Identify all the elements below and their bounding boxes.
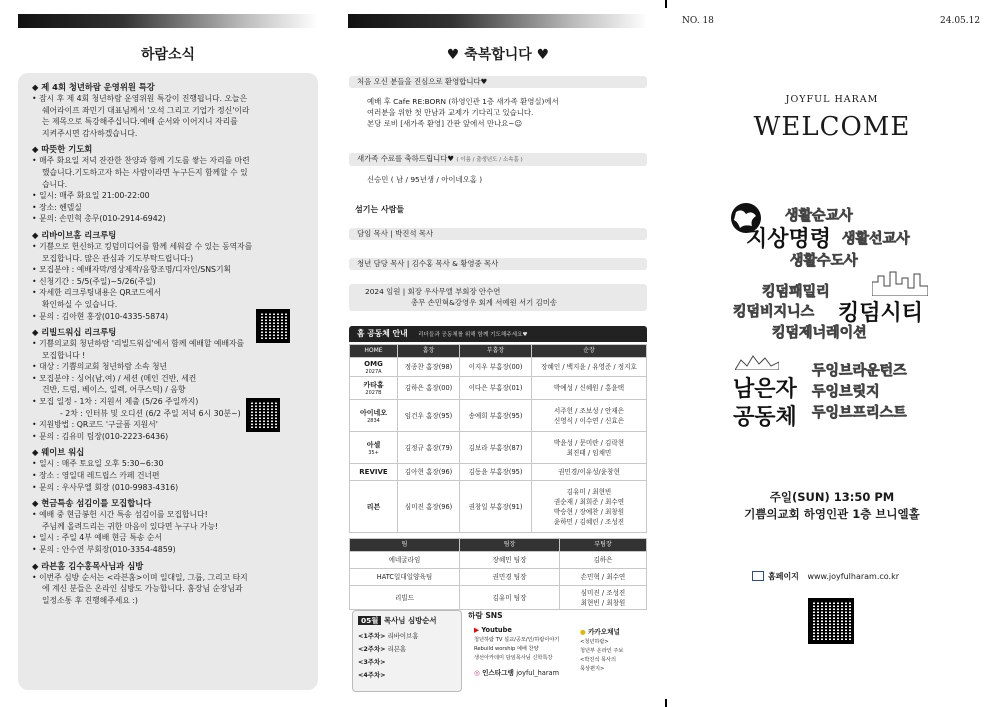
welcome-header: 처음 오신 분들을 진심으로 환영합니다♥: [349, 76, 647, 88]
news-line: • 신청기간 : 5/5(주일)~5/26(주일): [32, 276, 156, 286]
news-line: 에 계신 분들은 온라인 심방도 가능합니다. 홈장님 순장님과: [42, 584, 243, 594]
news-line: • 문의 : 우사무엘 회장 (010-9983-4316): [32, 482, 179, 492]
news-line: 는 제목으로 특강해주십니다.예배 순서와 이어지니 자리를: [42, 117, 238, 127]
visit-box: 05월 목사님 심방순서 <1주차> 리바이브홈 <2주차> 리븐홈 <3주차> <4주차>: [352, 610, 462, 692]
news-section: [32, 143, 306, 225]
g2-word-3: 킹덤제너레이션: [772, 325, 867, 341]
news-line: • 모집분야 : 예배자막/영상제작/음향조명/디자인/SNS기획: [32, 265, 232, 275]
header-gradient-bar: [18, 14, 318, 28]
news-line: 일정소통 후 진행해주세요 :): [42, 595, 138, 605]
news-line: • 문의: 손민혁 총무(010-2914-6942): [32, 214, 166, 224]
table-row: 리븐 심미진 홈장(96) 권창일 부홈장(91) 김유미 / 최현빈 권순재 / 최희준 / 최수연 박승현 / 장예찬 / 최창원 윤하민 / 김혜린 / 조성진: [350, 481, 647, 533]
g3-main-word-1: 남은자: [733, 377, 797, 402]
header-gradient-bar: [348, 14, 648, 28]
news-line: • 대상 : 기쁨의교회 청년하람 소속 청년: [32, 362, 168, 372]
issue-date: 24.05.12: [940, 16, 981, 26]
table-row: 아이네오 2834 임건우 홈장(95) 송예희 부홈장(95) 서주헌 / 조보성 / 안재은 신영식 / 이수연 / 신효은: [350, 400, 647, 432]
homepage-qr-code[interactable]: [808, 598, 854, 644]
news-line: • 문의 : 김유미 팀장(010-2223-6436): [32, 431, 169, 441]
news-line: • 모집 일정 - 1차 : 지원서 제출 (5/26 주일까지): [32, 397, 199, 407]
news-line: 습니다.: [42, 179, 68, 189]
news-line: • 일시 : 매주 토요일 오후 5:30~6:30: [32, 459, 164, 469]
news-line: 확인하실 수 있습니다.: [42, 299, 118, 309]
news-section-title: ◆ 리빌드워십 리크루팅: [32, 327, 117, 338]
news-line: • 장소: 헨델실: [32, 202, 82, 212]
rebuild-qr-code[interactable]: [246, 398, 280, 432]
g2-main-word: 킹덤시티: [838, 301, 924, 326]
issue-number: NO. 18: [682, 16, 714, 26]
service-time: 주일(SUN) 13:50 PM: [769, 490, 895, 504]
news-line: 건반, 드럼, 베이스, 일렉, 어쿠스틱) / 음향: [42, 385, 186, 395]
kakao-link[interactable]: ● 카카오채널: [580, 628, 620, 636]
welcome-title: WELCOME: [753, 112, 911, 142]
news-line: 주님께 올려드리는 귀한 마음이 있다면 누구나 가능!: [42, 521, 219, 531]
fold-mark: [665, 699, 667, 707]
news-line: • 문의 : 안수연 부회장(010-3354-4859): [32, 545, 176, 554]
news-line: 지켜주시면 감사하겠습니다.: [42, 128, 138, 138]
news-line: • 문의 : 김아현 홍장(010-4335-5874): [32, 311, 169, 321]
graduate-line: 신승민 ( 남 / 95년생 / 아이네오홈 ): [367, 175, 483, 184]
table-row: 리빌드 김유미 팀장 심미진 / 조성진 최현빈 / 최창원: [350, 586, 647, 610]
news-title: 하람소식: [140, 47, 196, 63]
team-table: 팀 팀장 부팀장 에네굴라임 장혜민 팀장 김하은 HATC일대일양육팀 권민경 팀장 손민혁 / 최수연 리빌드 김유미 팀장 심미진 / 조성진 최현빈 / 최창원: [349, 538, 647, 610]
news-section-title: ◆ 현금특송 섬김이를 모집합니다: [32, 498, 152, 509]
news-section-title: ◆ 라븐홈 김수홍목사님과 심방: [32, 560, 144, 571]
news-line: 모집합니다 !: [42, 350, 86, 360]
g3-word-1: 두잉브라운턴즈: [812, 363, 907, 379]
news-line: • 자세한 리크루팅내용은 QR코드에서: [32, 288, 162, 298]
g3-main-word-2: 공동체: [733, 405, 797, 430]
news-line: - 2차 : 인터뷰 및 오디션 (6/2 주일 저녁 6시 30분~): [60, 408, 241, 418]
homepage-link[interactable]: 홈페이지 www.joyfulharam.co.kr: [752, 571, 899, 583]
table-row: OMG 2027A 정종찬 홈장(98) 이지우 부홈장(00) 장혜인 / 백지윤 / 유영준 / 정지호: [350, 358, 647, 377]
monitor-icon: [752, 571, 764, 581]
table-row: REVIVE 김아현 홈장(96) 김동윤 부홈장(95) 권민경/이유성/윤창현: [350, 464, 647, 481]
news-line: • 잠시 후 제 4회 청년하람 운영위원 특강이 진행됩니다. 오늘은: [32, 94, 248, 103]
news-line: 모집합니다. 많은 관심과 기도부탁드립니다:): [42, 253, 194, 263]
news-line: • 일시 : 주일 4부 예배 현금 특송 순서: [32, 533, 162, 543]
news-line: • 이번주 심방 순서는 <라븐홈>이며 일대일, 그룹, 그리고 타지: [32, 572, 248, 582]
city-skyline-icon: [872, 268, 928, 296]
pastor-line: 담임 목사 | 박진석 목사: [349, 228, 647, 240]
service-place: 기쁨의교회 하영인관 1층 브니엘홀: [744, 507, 920, 521]
news-section: [32, 560, 306, 607]
news-line: • 매주 화요일 저녁 잔잔한 찬양과 함께 기도를 쌓는 자리를 마련: [32, 156, 250, 166]
table-row: 카타홈 2027B 김하은 홈장(00) 이다은 부홈장(01) 박예성 / 신혜원 / 홍윤택: [350, 377, 647, 400]
g1-word-2: 생활선교사: [842, 231, 910, 247]
news-section-title: ◆ 리바이브홈 리크루팅: [32, 229, 117, 240]
subtitle: JOYFUL HARAM: [785, 94, 879, 105]
news-section-title: ◆ 따뜻한 기도회: [32, 144, 93, 155]
officers-box: 2024 임원 | 회장 우사무엘 부회장 안수연 총무 손민혁&강영우 회계 서예원 서기 김미송: [349, 284, 647, 311]
fold-mark: [665, 0, 667, 8]
news-line: • 기쁨의교회 청년하람 '리빌드워십'에서 함께 예배할 예배자를: [32, 339, 245, 349]
news-line: • 장소 : 영일대 레드립스 카페 건너편: [32, 471, 160, 481]
g1-word-3: 생활수도사: [790, 253, 858, 269]
blessing-title: ♥ 축복합니다 ♥: [446, 47, 550, 63]
news-section: [32, 446, 306, 493]
home-header: 홈 공동체 안내 리더들과 공동체를 위해 함께 기도해주세요♥: [349, 326, 647, 342]
table-row: 에네굴라임 장혜민 팀장 김하은: [350, 552, 647, 569]
news-section-title: ◆ 웨이브 워십: [32, 447, 85, 458]
home-table: HOME 홈장 부홈장 순장 OMG 2027A 정종찬 홈장(98) 이지우 부홈장(00) 장혜인 / 백지윤 / 유영준 / 정지호 카타홈 2027B 김하은 홈장(00) 이다은 부홈장(01) 박예성 / 신혜원 / 홍윤택 아이네오 2834 임건우 홈장(95) 송예희 부홈장(95) 서주헌 / 조보성 / 안재은 신영식 / 이수연 / 신효은 아셀 35+ 김정규 홈장(79) 김보라 부홈장(87) 박윤성 / 문미란 / 김락현 최진태 / 임채민 REVIVE 김아현 홈장(96) 김동윤 부홈장(95) 권민경/이유성/윤창현 리븐 심미진 홈장(96) 권창일 부홈장(91) 김유미 / 최현빈 권순재 / 최희준 / 최수연 박승현 / 장예찬 / 최창원 윤하민 / 김혜린 / 조성진: [349, 344, 647, 533]
news-section: [32, 497, 306, 555]
instagram-icon: ◎: [474, 669, 480, 677]
news-line: • 일시: 매주 화요일 21:00-22:00: [32, 191, 150, 201]
youth-pastor-line: 청년 담당 목사 | 김수홍 목사 & 황영중 목사: [349, 258, 647, 270]
kakao-icon: ●: [580, 628, 586, 636]
news-section: [32, 81, 306, 139]
welcome-text: 예배 후 Cafe RE:BORN (하영인관 1층 새가족 환영실)에서 여러분을 위한 첫 만남과 교제가 기다리고 있습니다. 본당 로비 [새가족 환영] 간판 앞에서 만나요~☺: [367, 97, 559, 128]
instagram-link[interactable]: ◎ 인스타그램 joyful_haram: [474, 669, 560, 677]
table-row: HATC일대일양육팀 권민경 팀장 손민혁 / 최수연: [350, 569, 647, 586]
news-line: 쉐어라이프 좌민기 대표님께서 '오석 그리고 기업가 정신'이라: [42, 105, 250, 115]
graduate-header: 새가족 수료를 축하드립니다♥ ( 이름 / 출생년도 / 소속홈 ): [349, 153, 647, 166]
news-line: • 지원방법 : QR코드 '구글폼 지원서': [32, 420, 158, 430]
news-line: 했습니다.기도하고자 하는 사람이라면 누구든지 함께할 수 있: [42, 167, 248, 177]
g3-word-2: 두잉브릿지: [812, 384, 880, 400]
people-icon: [735, 352, 779, 370]
news-line: • 기쁨으로 헌신하고 킹덤미디어를 함께 세워갈 수 있는 동역자를: [32, 241, 253, 251]
g2-word-2: 킹덤비지니스: [733, 304, 815, 320]
g2-word-1: 킹덤패밀리: [762, 284, 830, 300]
sns-box: 하람 SNS ▶ Youtube 청년하람 TV 설교/공모/인/하람이야기 Rebuild worship 예배 찬양 생선아카데미 담임목사님 신학특강 ◎ 인스타그램 joyful_haram ● 카카오채널 <청년하람> 청년부 온라인 주보 <박진석 목사의 묵상편지>: [468, 610, 648, 692]
g1-main-word: 지상명령: [746, 227, 832, 252]
news-line: • 모집분야 : 싱어(남,여) / 세션 (메인 건반, 세컨: [32, 373, 197, 383]
g3-word-3: 두잉브프리스트: [812, 405, 907, 421]
revive-qr-code[interactable]: [256, 309, 290, 343]
news-box: [18, 73, 318, 690]
g1-word-1: 생활순교사: [785, 208, 853, 224]
youtube-link[interactable]: ▶ Youtube: [474, 626, 512, 634]
news-section-title: ◆ 제 4회 청년하람 운영위원 특강: [32, 82, 155, 92]
servants-title: 섬기는 사람들: [355, 205, 405, 214]
news-line: • 예배 중 현금봉헌 시간 특송 섬김이를 모집합니다!: [32, 510, 208, 520]
youtube-icon: ▶: [474, 626, 480, 634]
table-row: 아셀 35+ 김정규 홈장(79) 김보라 부홈장(87) 박윤성 / 문미란 / 김락현 최진태 / 임채민: [350, 432, 647, 464]
